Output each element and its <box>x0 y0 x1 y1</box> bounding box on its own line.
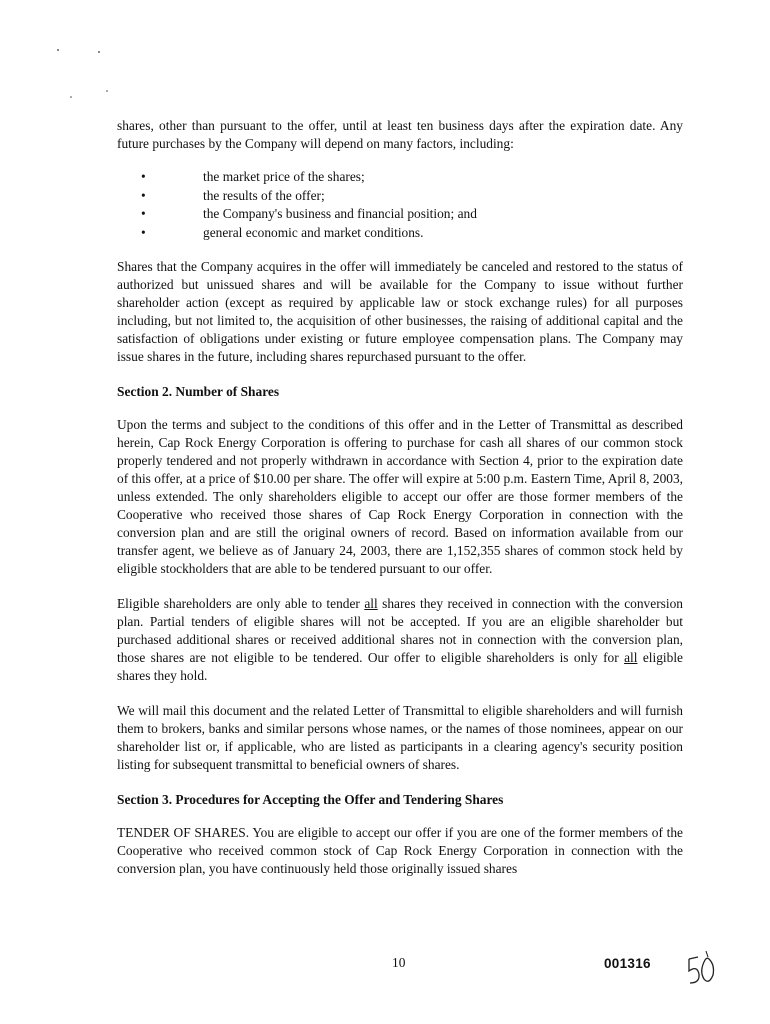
bates-number: 001316 <box>604 956 651 971</box>
section-2-eligibility-paragraph: Eligible shareholders are only able to tender all shares they received in connection with the conversion plan. Partial tenders of eligible shares will not be accepted. If you are an eligible shareholder but purchased additional shares or received additional shares not in connection with the conversion plan, those shares are not eligible to be tendered. Our offer to eligible shareholders is only for all eligible shares they hold. <box>117 596 683 683</box>
bullet-icon: • <box>141 224 146 240</box>
document-body <box>117 117 683 895</box>
handwritten-mark-icon <box>675 945 725 993</box>
bullet-icon: • <box>141 169 146 184</box>
section-2-offer-paragraph: Upon the terms and subject to the conditions of this offer and in the Letter of Transmittal as described herein, Cap Rock Energy Corporation is offering to purchase for cash all shares of our common stock properly tendered and not properly withdrawn in accordance with Section 4, prior to the expiration date of this offer, at a price of $10.00 per share. The offer will expire at 5:00 p.m. Eastern Time, April 8, 2003, unless extended. The only shareholders eligible to accept our offer are those former members of the Cooperative who received those shares of Cap Rock Energy Corporation in connection with the conversion plan and are still the original owners of record. Based on information available from our transfer agent, we believe as of January 24, 2003, there are 1,152,355 shares of common stock held by eligible stockholders that are able to be tendered pursuant to our offer. <box>117 417 683 576</box>
section-2-heading: Section 2. Number of Shares <box>117 384 280 399</box>
emphasis-all: all <box>624 650 638 665</box>
list-item: • the market price of the shares; <box>117 168 683 187</box>
scan-specks <box>0 0 770 120</box>
bullet-icon: • <box>141 187 146 203</box>
canceled-shares-paragraph: Shares that the Company acquires in the offer will immediately be canceled and restored to the status of authorized but unissued shares and will be available for the Company to issue without further shareholder action (except as required by applicable law or stock exchange rules) for all purposes including, but not limited to, the acquisition of other businesses, the raising of additional capital and the satisfaction of obligations under existing or future employee compensation plans. The Company may issue shares in the future, including shares repurchased pursuant to the offer. <box>117 259 683 364</box>
section-3-tender-paragraph: TENDER OF SHARES. You are eligible to accept our offer if you are one of the former members of the Cooperative who received common stock of Cap Rock Energy Corporation in connection with the conversion plan, you have continuously held those originally issued shares <box>117 825 683 876</box>
emphasis-all: all <box>364 596 378 611</box>
list-item: • the results of the offer; <box>117 187 683 206</box>
section-3-heading: Section 3. Procedures for Accepting the Offer and Tendering Shares <box>117 792 504 807</box>
intro-paragraph: shares, other than pursuant to the offer, until at least ten business days after the expiration date. Any future purchases by the Company will depend on many factors, including: <box>117 118 683 151</box>
page-number: 10 <box>392 955 406 970</box>
factors-list <box>117 168 683 242</box>
section-2-mailing-paragraph: We will mail this document and the related Letter of Transmittal to eligible shareholders and will furnish them to brokers, banks and similar persons whose names, or the names of those nominees, appear on our shareholder list or, if applicable, who are listed as participants in a clearing agency's security position listing for subsequent transmittal to beneficial owners of shares. <box>117 703 683 772</box>
bullet-icon: • <box>141 206 146 221</box>
list-item: • the Company's business and financial position; and <box>117 205 683 224</box>
list-item: • general economic and market conditions. <box>117 224 683 243</box>
